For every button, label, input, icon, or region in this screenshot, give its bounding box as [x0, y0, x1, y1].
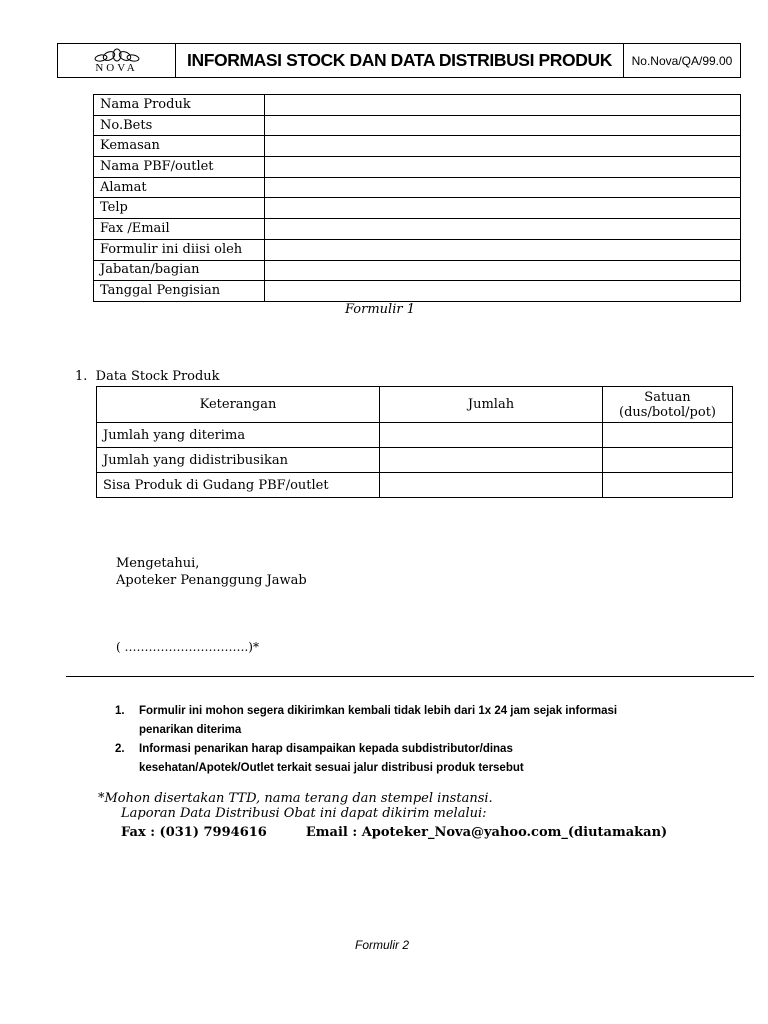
stock-row [97, 423, 733, 448]
ttd-note: *Mohon disertakan TTD, nama terang dan stempel instansi. [98, 791, 493, 806]
stock-label: Jumlah yang didistribusikan [97, 448, 380, 473]
signature-line2: Apoteker Penanggung Jawab [116, 573, 307, 588]
form1-value-field[interactable] [265, 157, 741, 178]
note-number: 1. [115, 705, 125, 717]
notes-list [115, 702, 675, 778]
stock-table [96, 386, 733, 498]
stock-jumlah-field[interactable] [380, 423, 603, 448]
form1-value-field[interactable] [265, 281, 741, 302]
col-satuan: Satuan (dus/botol/pot) [603, 387, 733, 423]
stock-heading-number: 1. [75, 369, 88, 384]
stock-jumlah-field[interactable] [380, 448, 603, 473]
form1-value-field[interactable] [265, 95, 741, 116]
stock-satuan-field[interactable] [603, 473, 733, 498]
signature-line1: Mengetahui, [116, 556, 200, 571]
note-text: Formulir ini mohon segera dikirimkan kembali tidak lebih dari 1x 24 jam sejak informasi penarikan diterima [139, 705, 618, 736]
form1-row [94, 115, 741, 136]
stock-heading-text: Data Stock Produk [95, 369, 220, 384]
form1-value-field[interactable] [265, 260, 741, 281]
note-text: Informasi penarikan harap disampaikan kepada subdistributor/dinas kesehatan/Apotek/Outlet terkait sesuai jalur distribusi produk tersebut [139, 743, 524, 774]
stock-label: Jumlah yang diterima [97, 423, 380, 448]
document-title: INFORMASI STOCK DAN DATA DISTRIBUSI PRODUK [176, 44, 624, 77]
form1-row [94, 157, 741, 178]
document-header [57, 43, 741, 78]
form1-row [94, 95, 741, 116]
fax-number: Fax : (031) 7994616 [121, 825, 267, 840]
divider [66, 676, 754, 677]
col-jumlah: Jumlah [380, 387, 603, 423]
form1-label: Telp [94, 198, 265, 219]
form1-value-field[interactable] [265, 239, 741, 260]
stock-satuan-field[interactable] [603, 423, 733, 448]
form1-row [94, 219, 741, 240]
form1-row [94, 136, 741, 157]
form1-value-field[interactable] [265, 177, 741, 198]
stock-section-heading [75, 369, 220, 384]
form1-row [94, 239, 741, 260]
form1-label: Nama Produk [94, 95, 265, 116]
note-item [115, 702, 675, 740]
form1-row [94, 198, 741, 219]
form1-label: Fax /Email [94, 219, 265, 240]
signature-placeholder: ( ………………………….)* [116, 640, 259, 654]
form1-value-field[interactable] [265, 115, 741, 136]
nova-flower-icon [85, 48, 149, 62]
email-address: Email : Apoteker_Nova@yahoo.com_(diutamakan) [305, 825, 668, 840]
note-item [115, 740, 675, 778]
form1-label: Tanggal Pengisian [94, 281, 265, 302]
stock-satuan-field[interactable] [603, 448, 733, 473]
document-code: No.Nova/QA/99.00 [631, 53, 733, 68]
form1-row [94, 281, 741, 302]
form1-label: Nama PBF/outlet [94, 157, 265, 178]
form1-label: Jabatan/bagian [94, 260, 265, 281]
col-keterangan: Keterangan [97, 387, 380, 423]
form1-label: No.Bets [94, 115, 265, 136]
form1-value-field[interactable] [265, 136, 741, 157]
form1-value-field[interactable] [265, 198, 741, 219]
stock-jumlah-field[interactable] [380, 473, 603, 498]
stock-label: Sisa Produk di Gudang PBF/outlet [97, 473, 380, 498]
form1-caption: Formulir 1 [345, 302, 415, 317]
stock-row [97, 473, 733, 498]
note-number: 2. [115, 743, 125, 755]
report-note: Laporan Data Distribusi Obat ini dapat dikirim melalui: [121, 806, 487, 821]
contact-line [121, 825, 667, 840]
stock-row [97, 448, 733, 473]
form1-row [94, 177, 741, 198]
form1-value-field[interactable] [265, 219, 741, 240]
form2-caption: Formulir 2 [355, 938, 410, 952]
form1-row [94, 260, 741, 281]
logo [58, 44, 176, 77]
form1-label: Alamat [94, 177, 265, 198]
product-info-table [93, 94, 741, 302]
form1-label: Formulir ini diisi oleh [94, 239, 265, 260]
form1-label: Kemasan [94, 136, 265, 157]
logo-text: NOVA [95, 62, 138, 74]
